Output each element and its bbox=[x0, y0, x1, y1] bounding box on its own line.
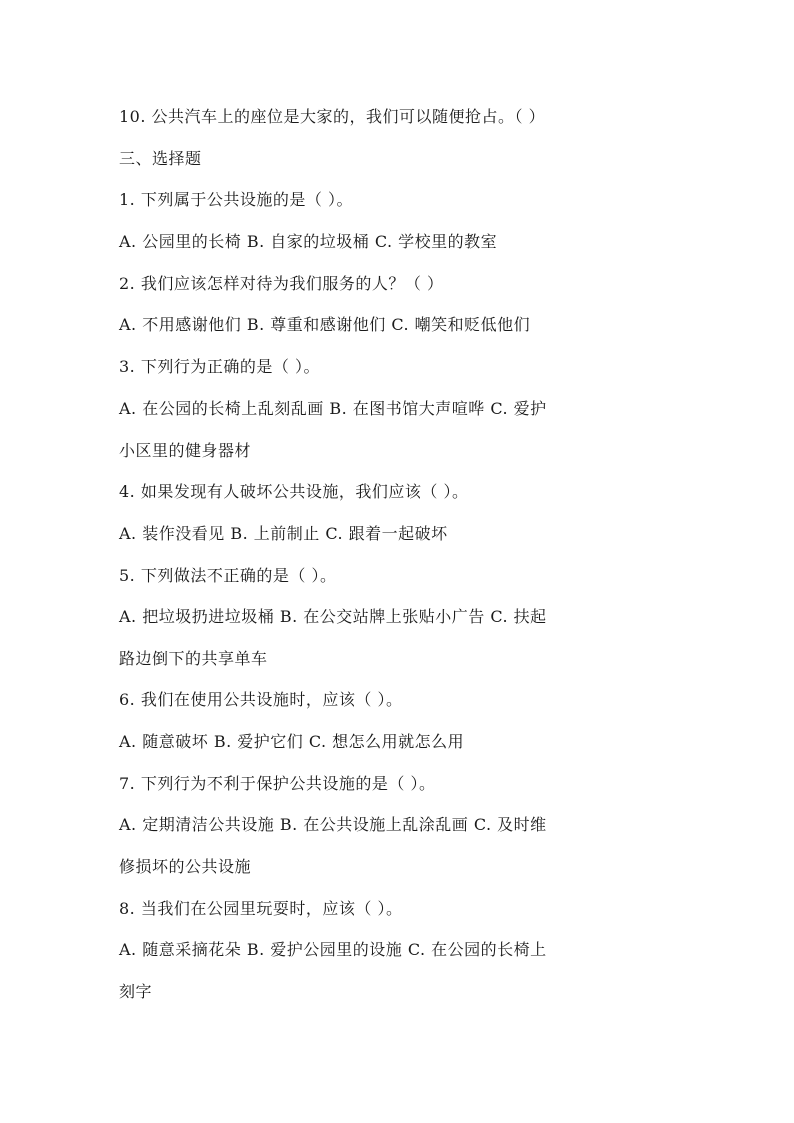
question-8-options: A. 随意采摘花朵 B. 爱护公园里的设施 C. 在公园的长椅上 bbox=[119, 940, 547, 959]
question-4-options: A. 装作没看见 B. 上前制止 C. 跟着一起破坏 bbox=[119, 524, 448, 543]
question-1: 1. 下列属于公共设施的是（ ）。 bbox=[119, 190, 353, 209]
question-5-options: A. 把垃圾扔进垃圾桶 B. 在公交站牌上张贴小广告 C. 扶起 bbox=[119, 607, 547, 626]
question-7: 7. 下列行为不利于保护公共设施的是（ ）。 bbox=[119, 774, 436, 793]
question-2: 2. 我们应该怎样对待为我们服务的人？（ ） bbox=[119, 274, 444, 293]
question-5: 5. 下列做法不正确的是（ ）。 bbox=[119, 566, 337, 585]
question-3-options: A. 在公园的长椅上乱刻乱画 B. 在图书馆大声喧哗 C. 爱护 bbox=[119, 399, 547, 418]
question-4: 4. 如果发现有人破坏公共设施，我们应该（ ）。 bbox=[119, 482, 469, 501]
section-heading-multiple-choice: 三、选择题 bbox=[119, 149, 202, 168]
question-3-options-continued: 小区里的健身器材 bbox=[119, 441, 252, 460]
question-6-options: A. 随意破坏 B. 爱护它们 C. 想怎么用就怎么用 bbox=[119, 732, 465, 751]
question-3: 3. 下列行为正确的是（ ）。 bbox=[119, 357, 320, 376]
question-7-options-continued: 修损坏的公共设施 bbox=[119, 857, 252, 876]
question-5-options-continued: 路边倒下的共享单车 bbox=[119, 649, 268, 668]
question-6: 6. 我们在使用公共设施时，应该（ ）。 bbox=[119, 690, 403, 709]
question-8: 8. 当我们在公园里玩耍时，应该（ ）。 bbox=[119, 899, 403, 918]
question-10-judgment: 10. 公共汽车上的座位是大家的，我们可以随便抢占。（ ） bbox=[119, 107, 546, 126]
question-1-options: A. 公园里的长椅 B. 自家的垃圾桶 C. 学校里的教室 bbox=[119, 232, 498, 251]
question-7-options: A. 定期清洁公共设施 B. 在公共设施上乱涂乱画 C. 及时维 bbox=[119, 815, 547, 834]
question-8-options-continued: 刻字 bbox=[119, 982, 153, 1001]
question-2-options: A. 不用感谢他们 B. 尊重和感谢他们 C. 嘲笑和贬低他们 bbox=[119, 315, 531, 334]
